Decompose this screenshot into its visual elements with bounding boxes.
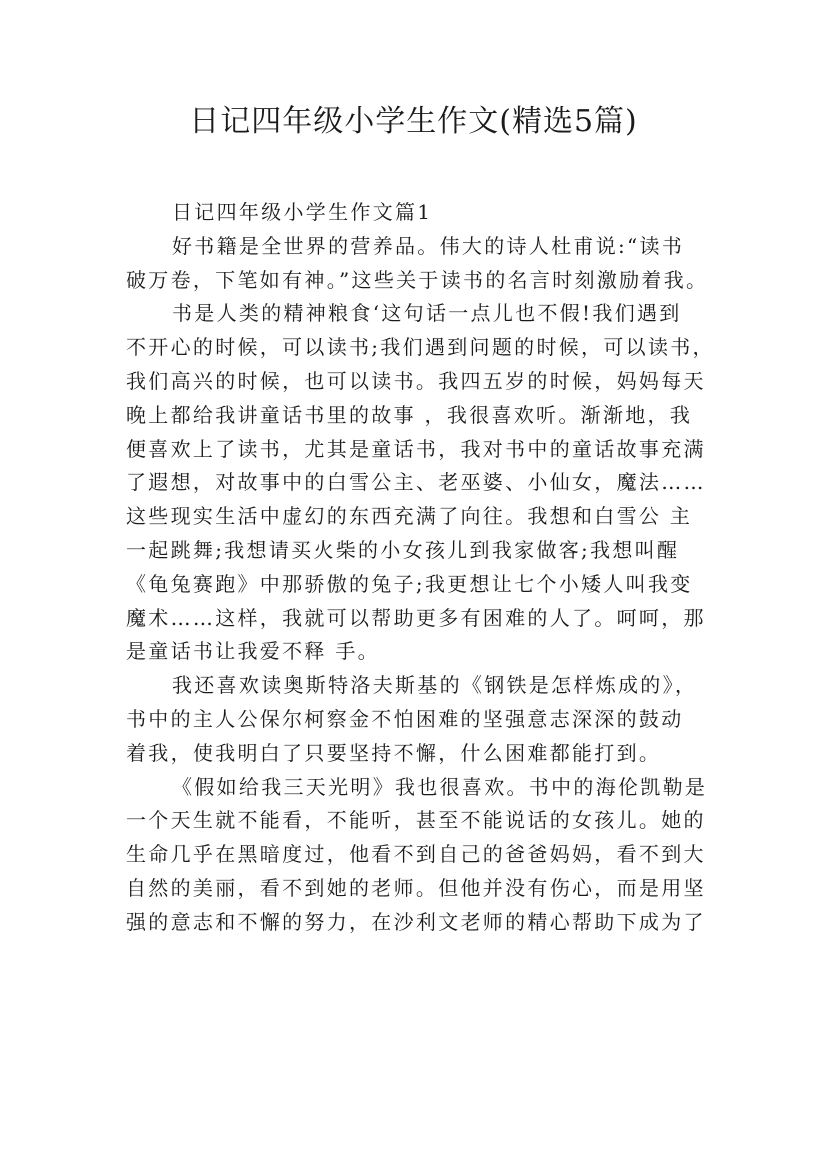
- text-line: 了遐想，对故事中的白雪公主、老巫婆、小仙女，魔法……: [126, 470, 706, 495]
- text-line: 自然的美丽，看不到她的老师。但他并没有伤心，而是用坚: [126, 875, 706, 900]
- section-heading: 日记四年级小学生作文篇1: [172, 200, 433, 224]
- text-line: 不开心的时候，可以读书;我们遇到问题的时候，可以读书，: [126, 335, 715, 360]
- paragraph: [126, 297, 715, 669]
- text-line: 好书籍是全世界的营养品。伟大的诗人杜甫说:“读书: [172, 233, 685, 258]
- text-line: 书中的主人公保尔柯察金不怕困难的坚强意志深深的鼓动: [126, 706, 684, 731]
- text-line: 一个天生就不能看，不能听，甚至不能说话的女孩儿。她的: [126, 808, 706, 833]
- text-line: 破万卷，下笔如有神。”这些关于读书的名言时刻激励着我。: [126, 267, 709, 292]
- text-line: 这些现实生活中虚幻的东西充满了向往。我想和白雪公 主: [126, 504, 693, 529]
- paragraph: [126, 669, 710, 770]
- text-line: 生命几乎在黑暗度过，他看不到自己的爸爸妈妈，看不到大: [126, 842, 706, 867]
- text-line: 书是人类的精神粮食‘这句话一点儿也不假!我们遇到: [172, 301, 682, 326]
- text-line: 强的意志和不懈的努力，在沙利文老师的精心帮助下成为了: [126, 909, 706, 934]
- text-line: 我还喜欢读奥斯特洛夫斯基的《钢铁是怎样炼成的》，: [172, 673, 698, 698]
- text-line: 晚上都给我讲童话书里的故事 ，我很喜欢听。渐渐地，我: [126, 402, 693, 427]
- document-title: 日记四年级小学生作文(精选5篇): [189, 104, 638, 139]
- text-line: 我们高兴的时候，也可以读书。我四五岁的时候，妈妈每天: [126, 368, 706, 393]
- text-line: 魔术……这样，我就可以帮助更多有困难的人了。呵呵，那: [126, 605, 706, 630]
- document-body: [126, 196, 715, 940]
- paragraph: [126, 771, 710, 940]
- text-line: 是童话书让我爱不释 手。: [126, 639, 380, 664]
- text-line: 便喜欢上了读书，尤其是童话书，我对书中的童话故事充满: [126, 436, 706, 461]
- text-line: 《龟兔赛跑》中那骄傲的兔子;我更想让七个小矮人叫我变: [126, 571, 693, 596]
- text-line: 一起跳舞;我想请买火柴的小女孩儿到我家做客;我想叫醒: [126, 537, 680, 562]
- paragraph: [126, 230, 710, 298]
- text-line: 着我，使我明白了只要坚持不懈，什么困难都能打到。: [126, 740, 662, 765]
- text-line: 《假如给我三天光明》我也很喜欢。书中的海伦凯勒是: [172, 774, 708, 799]
